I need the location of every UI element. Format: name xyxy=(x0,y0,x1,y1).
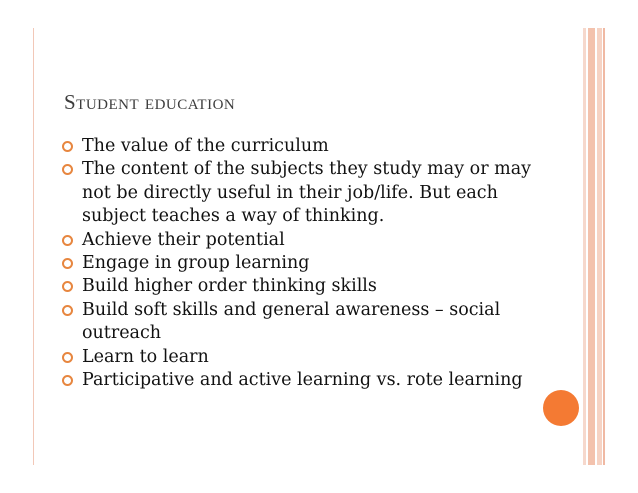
hollow-circle-bullet-icon xyxy=(62,164,73,175)
bullet-text: Achieve their potential xyxy=(82,229,285,250)
bullet-text: Engage in group learning xyxy=(82,253,310,274)
bullet-item xyxy=(62,299,532,346)
orange-circle-icon xyxy=(543,390,579,426)
bullet-text: Build higher order thinking skills xyxy=(82,276,377,297)
hollow-circle-bullet-icon xyxy=(62,281,73,292)
bullet-item xyxy=(62,158,532,228)
bullet-text: Build soft skills and general awareness – social outreach xyxy=(82,299,501,344)
right-border-band xyxy=(588,28,595,465)
left-border-line xyxy=(33,28,34,465)
bullet-text: The content of the subjects they study may or may not be directly useful in their job/life. But each subject teaches a way of thinking. xyxy=(82,159,532,227)
hollow-circle-bullet-icon xyxy=(62,375,73,386)
hollow-circle-bullet-icon xyxy=(62,305,73,316)
bullet-text: Participative and active learning vs. rote learning xyxy=(82,370,523,391)
right-border-band xyxy=(603,28,605,465)
hollow-circle-bullet-icon xyxy=(62,141,73,152)
bullet-text: The value of the curriculum xyxy=(82,136,329,156)
bullet-item xyxy=(62,229,532,252)
bullet-item xyxy=(62,252,532,275)
bullet-item xyxy=(62,135,532,158)
hollow-circle-bullet-icon xyxy=(62,352,73,363)
right-border-band xyxy=(597,28,602,465)
slide-title: Student education xyxy=(64,90,236,114)
bullet-list xyxy=(62,135,532,392)
hollow-circle-bullet-icon xyxy=(62,258,73,269)
bullet-item xyxy=(62,369,532,392)
hollow-circle-bullet-icon xyxy=(62,235,73,246)
bullet-item xyxy=(62,346,532,369)
right-border-band xyxy=(583,28,586,465)
bullet-text: Learn to learn xyxy=(82,346,209,367)
bullet-item xyxy=(62,275,532,298)
